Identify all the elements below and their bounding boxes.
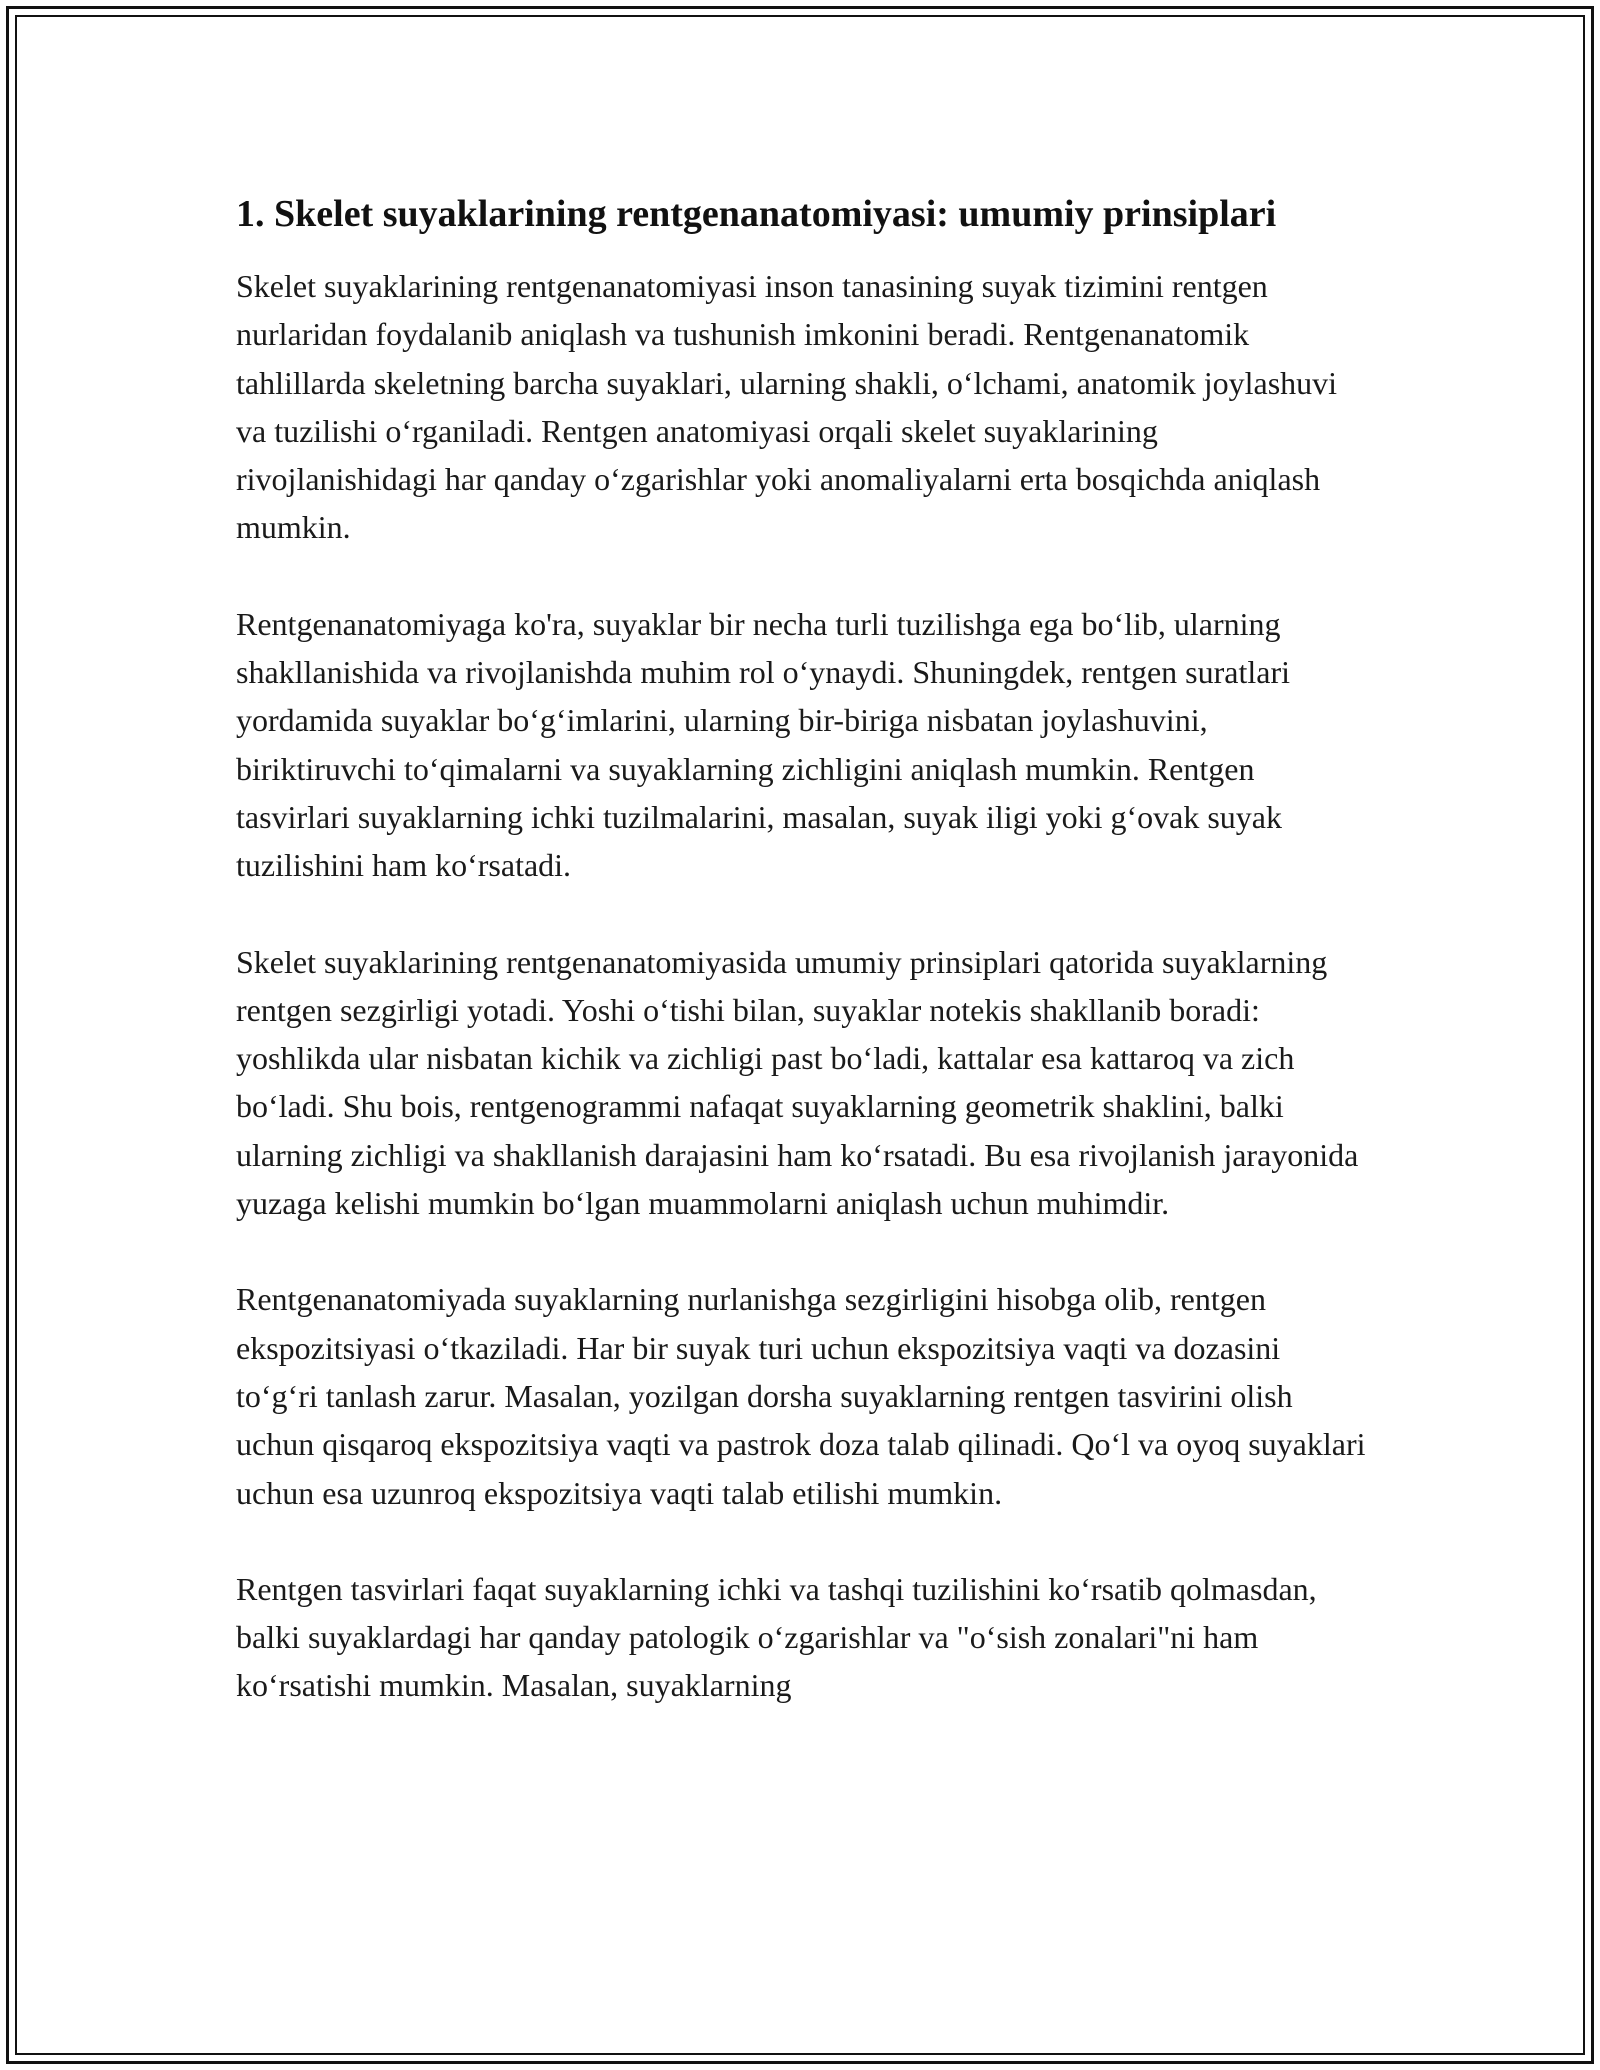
section-heading: 1. Skelet suyaklarining rentgenanatomiyasi: umumiy prinsiplari — [236, 193, 1277, 235]
paragraph-4: Rentgenanatomiyada suyaklarning nurlanishga sezgirligini hisobga olib, rentgen ekspozitsiyasi o‘tkaziladi. Har bir suyak turi uchun ekspozitsiya vaqti va dozasini to‘g‘ri tanlash zarur. Masalan, yozilgan dorsha suyaklarning rentgen tasvirini olish uchun qisqaroq ekspozitsiya vaqti va pastrok doza talab qilinadi. Qo‘l va oyoq suyaklari uchun esa uzunroq ekspozitsiya vaqti talab etilishi mumkin. — [236, 1281, 1366, 1511]
paragraph-1: Skelet suyaklarining rentgenanatomiyasi inson tanasining suyak tizimini rentgen nurlaridan foydalanib aniqlash va tushunish imkonini beradi. Rentgenanatomik tahlillarda skeletning barcha suyaklari, ularning shakli, o‘lchami, anatomik joylashuvi va tuzilishi o‘rganiladi. Rentgen anatomiyasi orqali skelet suyaklarining rivojlanishidagi har qanday o‘zgarishlar yoki anomaliyalarni erta bosqichda aniqlash mumkin. — [236, 268, 1338, 546]
paragraph-2: Rentgenanatomiyaga ko'ra, suyaklar bir necha turli tuzilishga ega bo‘lib, ularning shakllanishida va rivojlanishda muhim rol o‘ynaydi. Shuningdek, rentgen suratlari yordamida suyaklar bo‘g‘imlarini, ularning bir-biriga nisbatan joylashuvini, biriktiruvchi to‘qimalarni va suyaklarning zichligini aniqlash mumkin. Rentgen tasvirlari suyaklarning ichki tuzilmalarini, masalan, suyak iligi yoki g‘ovak suyak tuzilishini ham ko‘rsatadi. — [236, 605, 1291, 884]
paragraph-3: Skelet suyaklarining rentgenanatomiyasida umumiy prinsiplari qatorida suyaklarning rentgen sezgirligi yotadi. Yoshi o‘tishi bilan, suyaklar notekis shakllanib boradi: yoshlikda ular nisbatan kichik va zichligi past bo‘ladi, kattalar esa kattaroq va zich bo‘ladi. Shu bois, rentgenogrammi nafaqat suyaklarning geometrik shaklini, balki ularning zichligi va shakllanish darajasini ham ko‘rsatadi. Bu esa rivojlanish jarayonida yuzaga kelishi mumkin bo‘lgan muammolarni aniqlash uchun muhimdir. — [236, 943, 1359, 1222]
document-body — [236, 186, 1366, 1758]
paragraph-5: Rentgen tasvirlari faqat suyaklarning ichki va tashqi tuzilishini ko‘rsatib qolmasdan, balki suyaklardagi har qanday patologik o‘zgarishlar va "o‘sish zonalari"ni ham ko‘rsatishi mumkin. Masalan, suyaklarning — [236, 1570, 1317, 1704]
